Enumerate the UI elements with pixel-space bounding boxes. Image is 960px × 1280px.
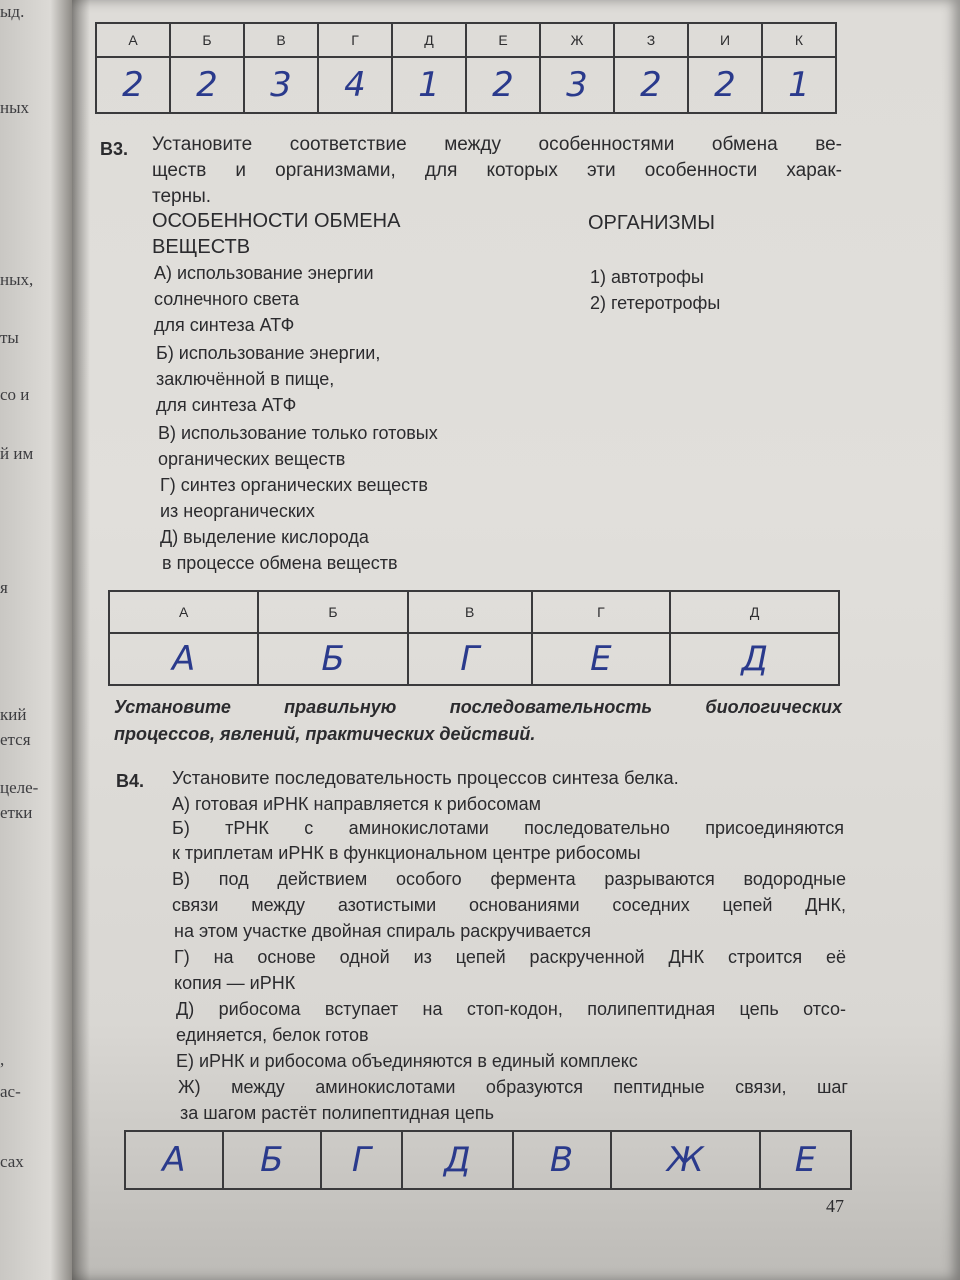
left-fragment: ыд. (0, 2, 25, 21)
section-instruction (114, 694, 842, 748)
table-header-cell: В (408, 591, 532, 633)
b3-question-line: Установите соответствие между особенностями обмена ве- (152, 134, 842, 155)
b4-line: А) готовая иРНК направляется к рибосомам (172, 794, 542, 814)
handwritten-answer: Е (760, 1131, 851, 1189)
handwritten-answer: Г (408, 633, 532, 685)
left-page-edge (0, 0, 72, 1280)
column-title-organisms: ОРГАНИЗМЫ (588, 212, 715, 234)
table-answer-row (96, 57, 836, 113)
table-header-cell: Б (258, 591, 408, 633)
left-fragment: ных, (0, 270, 34, 289)
table-header-cell: Г (318, 23, 392, 57)
b4-line: единяется, белок готов (176, 1025, 369, 1045)
handwritten-answer: 2 (96, 57, 170, 113)
handwritten-answer: 3 (540, 57, 614, 113)
page-gutter-shadow (72, 0, 90, 1280)
left-fragment: ас- (0, 1082, 21, 1101)
left-fragment: целе- (0, 778, 39, 797)
handwritten-answer: 2 (170, 57, 244, 113)
handwritten-answer: Г (321, 1131, 402, 1189)
handwritten-answer: Е (532, 633, 671, 685)
feature-line: для синтеза АТФ (156, 395, 297, 415)
feature-line: солнечного света (154, 289, 300, 309)
handwritten-answer: Д (402, 1131, 513, 1189)
handwritten-answer: Б (223, 1131, 321, 1189)
column-title-features: ОСОБЕННОСТИ ОБМЕНА (152, 210, 401, 232)
column-title-features: ВЕЩЕСТВ (152, 236, 251, 258)
table-answer-row (109, 633, 839, 685)
table-header-cell: В (244, 23, 318, 57)
answer-table-top (95, 22, 837, 114)
left-fragment: етки (0, 803, 33, 822)
feature-line: заключённой в пище, (156, 369, 335, 389)
b3-question-line: ществ и организмами, для которых эти особенности харак- (152, 160, 842, 181)
table-answer-row (125, 1131, 851, 1189)
table-header-cell: Д (392, 23, 466, 57)
table-header-cell: Г (532, 591, 671, 633)
table-header-cell: З (614, 23, 688, 57)
organism-option: 2) гетеротрофы (590, 293, 721, 313)
feature-line: А) использование энергии (154, 263, 374, 283)
handwritten-answer: А (109, 633, 258, 685)
left-fragment: со и (0, 385, 30, 404)
handwritten-answer: 1 (392, 57, 466, 113)
feature-line: Б) использование энергии, (156, 343, 381, 363)
feature-line: органических веществ (158, 449, 346, 469)
feature-line: для синтеза АТФ (154, 315, 295, 335)
handwritten-answer: Д (670, 633, 839, 685)
handwritten-answer: 2 (466, 57, 540, 113)
left-fragment: ты (0, 328, 19, 347)
table-header-cell: Б (170, 23, 244, 57)
feature-line: В) использование только готовых (158, 423, 438, 443)
left-fragment: я (0, 578, 8, 597)
question-number-b4: В4. (116, 771, 145, 791)
feature-line: в процессе обмена веществ (162, 553, 398, 573)
table-header-cell: Ж (540, 23, 614, 57)
table-header-cell: А (96, 23, 170, 57)
b4-line: Ж) между аминокислотами образуются пептидные связи, шаг (178, 1077, 848, 1097)
question-number-b3: В3. (100, 139, 129, 159)
b4-line: Б) тРНК с аминокислотами последовательно присоединяются (172, 818, 844, 838)
handwritten-answer: Б (258, 633, 408, 685)
instruction-line: процессов, явлений, практических действий. (114, 724, 536, 744)
table-header-cell: Д (670, 591, 839, 633)
handwritten-answer: 1 (762, 57, 836, 113)
answer-table-b4 (124, 1130, 852, 1190)
left-fragment: , (0, 1050, 5, 1069)
table-header-cell: Е (466, 23, 540, 57)
feature-line: Д) выделение кислорода (160, 527, 369, 547)
organism-option: 1) автотрофы (590, 267, 704, 287)
b4-line: Г) на основе одной из цепей раскрученной ДНК строится её (174, 947, 846, 967)
table-header-row (109, 591, 839, 633)
b4-line: на этом участке двойная спираль раскручивается (174, 921, 591, 941)
b4-line: связи между азотистыми основаниями соседних цепей ДНК, (172, 895, 846, 915)
page-number: 47 (826, 1196, 844, 1216)
table-header-cell: К (762, 23, 836, 57)
b4-title: Установите последовательность процессов синтеза белка. (172, 767, 679, 788)
table-header-cell: И (688, 23, 762, 57)
b4-line: Д) рибосома вступает на стоп-кодон, полипептидная цепь отсо- (176, 999, 846, 1019)
handwritten-answer: 3 (244, 57, 318, 113)
handwritten-answer: А (125, 1131, 223, 1189)
left-fragment: й им (0, 444, 34, 463)
b4-line: копия — иРНК (174, 973, 296, 993)
handwritten-answer: В (513, 1131, 611, 1189)
b3-question-line: терны. (152, 186, 212, 207)
b4-line: к триплетам иРНК в функциональном центре рибосомы (172, 843, 641, 863)
handwritten-answer: 2 (688, 57, 762, 113)
left-fragment: кий (0, 705, 27, 724)
left-fragment: сах (0, 1152, 24, 1171)
feature-line: из неорганических (160, 501, 315, 521)
left-fragment: ется (0, 730, 31, 749)
b4-line: В) под действием особого фермента разрываются водородные (172, 869, 846, 889)
instruction-line: Установите правильную последовательность биологических (114, 697, 842, 717)
b4-line: Е) иРНК и рибосома объединяются в единый комплекс (176, 1051, 638, 1071)
table-header-cell: А (109, 591, 258, 633)
table-header-row (96, 23, 836, 57)
b4-line: за шагом растёт полипептидная цепь (180, 1103, 494, 1123)
handwritten-answer: 4 (318, 57, 392, 113)
left-fragment: ных (0, 98, 30, 117)
answer-table-b3 (108, 590, 840, 686)
handwritten-answer: Ж (611, 1131, 761, 1189)
feature-line: Г) синтез органических веществ (160, 475, 428, 495)
handwritten-answer: 2 (614, 57, 688, 113)
